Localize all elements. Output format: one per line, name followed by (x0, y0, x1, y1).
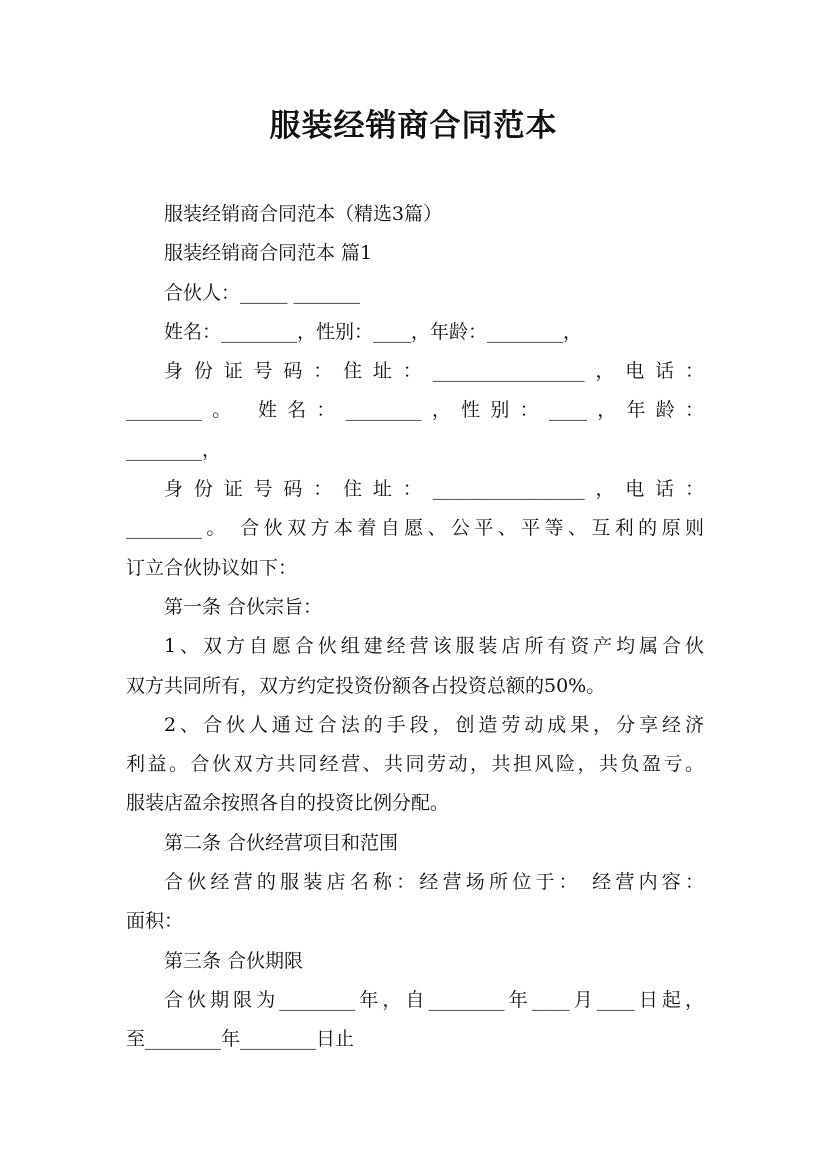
article-3-content-cont: 至________年________日止 (126, 1028, 355, 1051)
principle-line-cont: 订立合伙协议如下： (126, 556, 298, 579)
article-2-content-cont: 面积： (126, 910, 184, 933)
article-1-clause-1: 1、双方自愿合伙组建经营该服装店所有资产均属合伙 (164, 635, 704, 658)
document-title: 服装经销商合同范本 (269, 108, 558, 144)
document-body (126, 195, 704, 1060)
partner-label: 合伙人：_____ _______ (164, 281, 361, 304)
article-1-clause-2-cont: 利益。合伙双方共同经营、共同劳动，共担风险，共负盈亏。 (126, 753, 704, 776)
article-1-clause-1-cont: 双方共同所有，双方约定投资份额各占投资总额的50%。 (126, 674, 606, 697)
article-2-content: 合伙经营的服装店名称：经营场所位于： 经营内容： (164, 871, 704, 894)
partner-b-age-line: ________， (126, 438, 222, 461)
article-1-clause-2: 2、合伙人通过合法的手段，创造劳动成果，分享经济 (164, 713, 704, 736)
article-3-content: 合伙期限为________年，自________年____月____日起， (164, 988, 704, 1011)
doc-subtitle: 服装经销商合同范本（精选3篇） (164, 203, 443, 225)
partner-b-id-line: 身份证号码：住址：________________，电话： (164, 478, 704, 501)
doc-section-heading: 服装经销商合同范本 篇1 (164, 242, 373, 265)
partner-a-id-line: 身份证号码：住址：________________，电话： (164, 360, 704, 383)
article-2-heading: 第二条 合伙经营项目和范围 (164, 831, 399, 854)
article-1-clause-2-end: 服装店盈余按照各自的投资比例分配。 (126, 792, 450, 815)
partner-a-name-line: 姓名：________，性别：____，年龄：________， (164, 320, 583, 343)
article-1-heading: 第一条 合伙宗旨： (164, 595, 323, 618)
principle-line: ________。 合伙双方本着自愿、公平、平等、互利的原则 (126, 517, 704, 540)
article-3-heading: 第三条 合伙期限 (164, 949, 304, 972)
partner-b-name-line: ________。 姓名：________，性别：____，年龄： (126, 399, 704, 422)
